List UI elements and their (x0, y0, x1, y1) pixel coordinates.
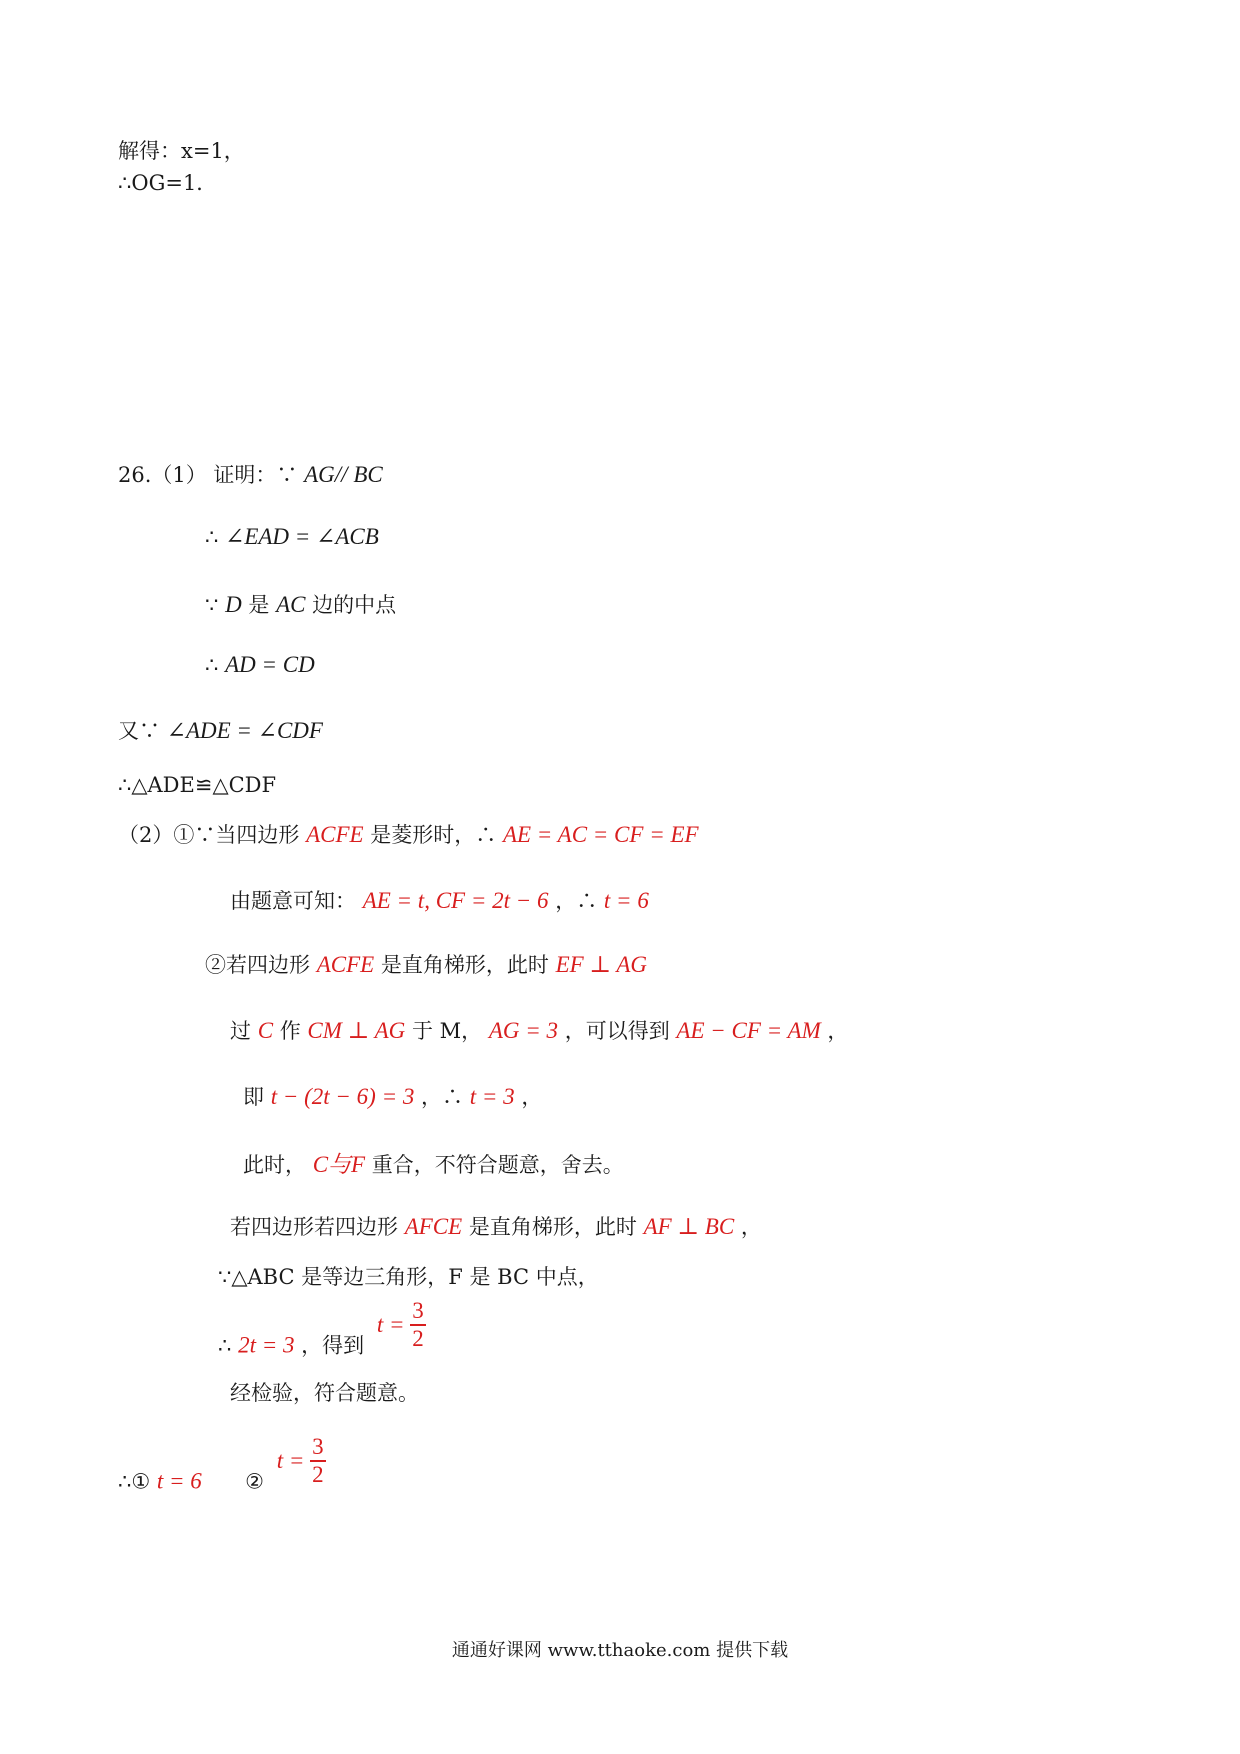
math-ef-perp-ag: EF ⊥ AG (555, 952, 648, 977)
math-c: C (257, 1018, 274, 1043)
text-through: 过 (230, 1019, 251, 1043)
math-afce: AFCE (404, 1214, 463, 1239)
page-footer: 通通好课网 www.tthaoke.com 提供下载 (451, 1640, 789, 1661)
line-right-trapezoid-2 (230, 1212, 762, 1242)
line-solve-x (118, 136, 245, 166)
text-at-this-time: 此时， (243, 1153, 306, 1177)
text-circle-2: ② (245, 1469, 264, 1494)
math-ae-cf-am: AE − CF = AM (676, 1018, 821, 1043)
text-is: 是 (248, 593, 270, 617)
therefore-symbol: ∴ (205, 653, 219, 677)
line-congruent (118, 770, 276, 800)
math-t-equation: t − (2t − 6) = 3 (270, 1084, 415, 1109)
line-equilateral (218, 1262, 599, 1292)
text-at-m: 于 M， (411, 1019, 483, 1043)
line-equation (243, 1082, 542, 1112)
line-final-answer (118, 1434, 326, 1510)
math-t-equals-3: t = 3 (469, 1084, 515, 1109)
text-solve-x: 解得：x=1， (118, 139, 245, 163)
line-ad-cd (205, 650, 315, 680)
text-is-rhombus: 是菱形时，∴ (370, 823, 497, 847)
therefore-symbol: ，∴ (421, 1085, 464, 1109)
text-if-quadrilateral: 若四边形若四边形 (230, 1215, 398, 1239)
text-right-trapezoid-2: 是直角梯形，此时 (468, 1215, 637, 1239)
line-q26-proof (118, 460, 383, 490)
math-t-equals: t = (276, 1448, 305, 1473)
text-also-because: 又∵ (118, 719, 160, 743)
text-congruent: ∴△ADE≌△CDF (118, 773, 277, 797)
text-midpoint: 边的中点 (312, 593, 397, 617)
text-reject: 重合，不符合题意，舍去。 (371, 1153, 624, 1177)
text-can-get: ，可以得到 (564, 1019, 670, 1043)
line-verified (230, 1378, 419, 1408)
fraction-final-t-3-over-2 (277, 1434, 326, 1488)
line-rhombus (118, 820, 699, 850)
text-comma: ， (827, 1019, 849, 1043)
line-given (230, 886, 649, 916)
math-ag-equals-3: AG = 3 (488, 1018, 559, 1043)
text-therefore-1: ∴① (118, 1469, 151, 1494)
line-midpoint (205, 590, 396, 620)
therefore-symbol: ∴ (205, 525, 219, 549)
math-final-t-6: t = 6 (156, 1468, 202, 1494)
math-t-equals-6: t = 6 (603, 888, 649, 913)
math-ag-parallel-bc: AG// BC (304, 462, 383, 487)
fraction-numerator: 3 (410, 1298, 426, 1326)
fraction-t-3-over-2 (377, 1298, 426, 1352)
line-angle-ade (118, 716, 323, 746)
math-c-and-f: C与F (312, 1152, 366, 1177)
math-d: D (225, 592, 242, 617)
text-comma: ， (740, 1215, 762, 1239)
fraction-numerator: 3 (310, 1434, 326, 1462)
line-2t-3 (218, 1298, 426, 1374)
text-part2-case1: （2）①∵当四边形 (118, 823, 300, 847)
line-construct-cm (230, 1016, 848, 1046)
math-ad-cd: AD = CD (225, 652, 315, 677)
math-ae-ac-cf-ef: AE = AC = CF = EF (502, 822, 699, 847)
line-coincide (243, 1150, 624, 1180)
math-t-equals: t = (376, 1312, 405, 1337)
math-acfe: ACFE (306, 822, 364, 847)
fraction-denominator: 2 (312, 1462, 324, 1487)
math-ac: AC (276, 592, 306, 617)
line-og (118, 168, 217, 198)
text-equilateral: ∵△ABC 是等边三角形，F 是 BC 中点， (218, 1265, 599, 1289)
math-cm-perp-ag: CM ⊥ AG (307, 1018, 406, 1043)
text-verified: 经检验，符合题意。 (230, 1381, 419, 1405)
text-namely: 即 (243, 1085, 264, 1109)
text-og: ∴OG=1． (118, 171, 218, 195)
because-symbol: ∵ (205, 593, 219, 617)
fraction-denominator: 2 (412, 1326, 424, 1351)
label-q26: 26.（1） 证明：∵ (118, 463, 298, 487)
math-acfe-2: ACFE (316, 952, 375, 977)
text-given: 由题意可知： (230, 889, 356, 913)
text-case2: ②若四边形 (205, 953, 310, 977)
text-comma: ， (521, 1085, 543, 1109)
text-obtain: ，得到 (301, 1333, 365, 1358)
math-ae-t-cf: AE = t, CF = 2t − 6 (362, 888, 549, 913)
therefore-symbol: ∴ (218, 1333, 232, 1358)
text-draw: 作 (279, 1019, 301, 1043)
text-right-trapezoid: 是直角梯形，此时 (380, 953, 549, 977)
therefore-symbol: ，∴ (555, 889, 598, 913)
math-angle-ade-cdf: ∠ADE = ∠CDF (166, 718, 323, 743)
line-angle-ead (205, 522, 379, 552)
line-right-trapezoid-1 (205, 950, 647, 980)
math-af-perp-bc: AF ⊥ BC (643, 1214, 735, 1239)
math-angle-ead-acb: ∠EAD = ∠ACB (225, 524, 379, 549)
math-2t-equals-3: 2t = 3 (238, 1332, 295, 1358)
